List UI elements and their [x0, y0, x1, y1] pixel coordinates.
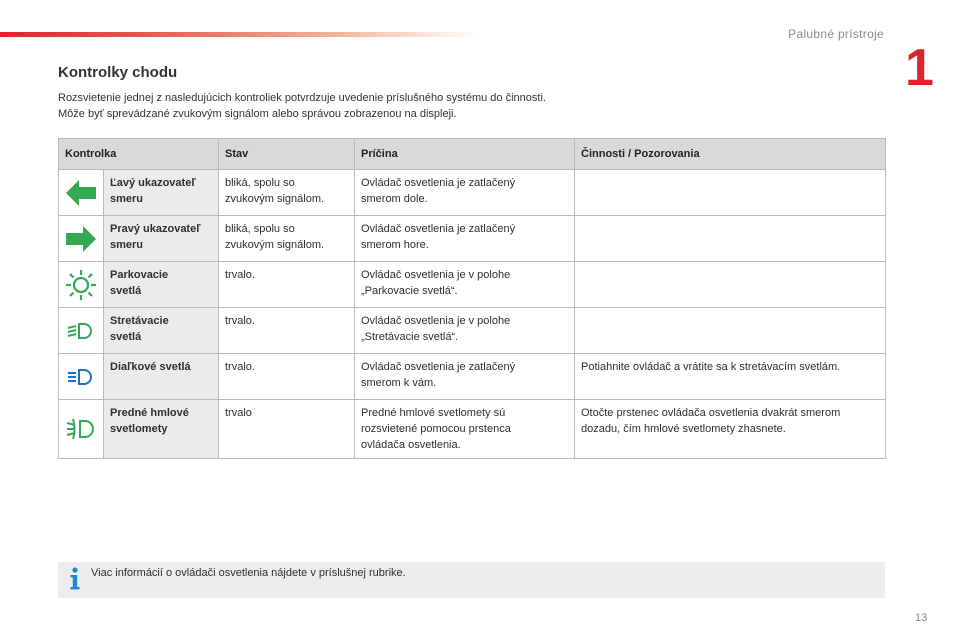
indicator-name-line: svetlá — [110, 285, 142, 297]
intro-line: Rozsvietenie jednej z nasledujúcich kontroliek potvrdzuje uvedenie príslušného systému do činnosti. — [58, 92, 546, 104]
parking-lights-icon — [65, 269, 97, 301]
cause-line: smerom dole. — [361, 193, 428, 205]
indicator-action — [575, 216, 886, 262]
status-line: trvalo. — [225, 315, 255, 327]
left-arrow-icon — [66, 180, 96, 206]
indicator-icon-cell — [59, 308, 104, 354]
cause-line: Ovládač osvetlenia je zatlačený — [361, 361, 516, 373]
status-line: trvalo. — [225, 361, 255, 373]
indicator-status — [219, 170, 355, 216]
indicator-name — [104, 216, 219, 262]
indicator-cause — [355, 354, 575, 400]
column-header-status: Stav — [219, 139, 355, 170]
indicator-action — [575, 354, 886, 400]
main-beam-icon — [67, 367, 95, 387]
action-line: Otočte prstenec ovládača osvetlenia dvakrát smerom — [581, 407, 841, 419]
table-row — [59, 308, 886, 354]
table-row — [59, 354, 886, 400]
cause-line: rozsvietené pomocou prstenca — [361, 423, 511, 435]
section-label: Palubné prístroje — [788, 27, 884, 41]
front-fog-lights-icon — [66, 417, 96, 441]
column-header-indicator: Kontrolka — [59, 139, 219, 170]
indicator-cause — [355, 308, 575, 354]
indicator-action — [575, 308, 886, 354]
info-icon — [68, 566, 82, 592]
indicator-name-line: Diaľkové svetlá — [110, 361, 191, 373]
indicator-status — [219, 354, 355, 400]
indicator-status — [219, 308, 355, 354]
cause-line: Ovládač osvetlenia je zatlačený — [361, 177, 516, 189]
indicator-name — [104, 354, 219, 400]
dipped-beam-icon — [67, 321, 95, 341]
action-line: dozadu, čím hmlové svetlomety zhasnete. — [581, 423, 786, 435]
cause-line: ovládača osvetlenia. — [361, 439, 461, 451]
table-row — [59, 400, 886, 459]
cause-line: „Stretávacie svetlá“. — [361, 331, 459, 343]
indicator-name-line: Predné hmlové — [110, 407, 189, 419]
cause-line: Ovládač osvetlenia je zatlačený — [361, 223, 516, 235]
indicator-icon-cell — [59, 216, 104, 262]
status-line: trvalo. — [225, 269, 255, 281]
cause-line: Predné hmlové svetlomety sú — [361, 407, 506, 419]
indicator-name — [104, 262, 219, 308]
table-row — [59, 262, 886, 308]
table-row — [59, 170, 886, 216]
indicator-status — [219, 262, 355, 308]
indicator-name-line: svetlá — [110, 331, 142, 343]
indicator-name — [104, 308, 219, 354]
status-line: bliká, spolu so — [225, 177, 295, 189]
cause-line: „Parkovacie svetlá“. — [361, 285, 458, 297]
indicator-name-line: Stretávacie — [110, 315, 169, 327]
warning-lights-table — [58, 138, 886, 459]
indicator-name-line: Pravý ukazovateľ — [110, 223, 201, 235]
right-arrow-icon — [66, 226, 96, 252]
indicator-cause — [355, 262, 575, 308]
indicator-icon-cell — [59, 262, 104, 308]
intro-line: Môže byť sprevádzané zvukovým signálom alebo správou zobrazenou na displeji. — [58, 108, 457, 120]
indicator-action — [575, 262, 886, 308]
chapter-number: 1 — [905, 39, 934, 97]
indicator-cause — [355, 170, 575, 216]
indicator-status — [219, 216, 355, 262]
indicator-name-line: Ľavý ukazovateľ — [110, 177, 196, 189]
indicator-action — [575, 400, 886, 459]
status-line: zvukovým signálom. — [225, 193, 325, 205]
indicator-name — [104, 400, 219, 459]
intro-text — [58, 90, 546, 122]
status-line: trvalo — [225, 407, 252, 419]
indicator-name-line: Parkovacie — [110, 269, 169, 281]
page-title: Kontrolky chodu — [58, 64, 178, 81]
info-note-box — [58, 562, 885, 598]
page-number: 13 — [915, 612, 928, 624]
indicator-action — [575, 170, 886, 216]
info-note-text: Viac informácií o ovládači osvetlenia nájdete v príslušnej rubrike. — [91, 567, 406, 579]
cause-line: Ovládač osvetlenia je v polohe — [361, 315, 511, 327]
indicator-cause — [355, 400, 575, 459]
indicator-name-line: smeru — [110, 193, 144, 205]
table-row — [59, 216, 886, 262]
indicator-status — [219, 400, 355, 459]
indicator-name — [104, 170, 219, 216]
status-line: bliká, spolu so — [225, 223, 295, 235]
top-accent-bar — [0, 32, 480, 37]
indicator-cause — [355, 216, 575, 262]
indicator-name-line: svetlomety — [110, 423, 168, 435]
action-line: Potiahnite ovládač a vrátite sa k stretávacím svetlám. — [581, 361, 841, 373]
indicator-icon-cell — [59, 170, 104, 216]
indicator-icon-cell — [59, 400, 104, 459]
cause-line: smerom hore. — [361, 239, 429, 251]
cause-line: smerom k vám. — [361, 377, 437, 389]
column-header-action: Činnosti / Pozorovania — [575, 139, 886, 170]
indicator-icon-cell — [59, 354, 104, 400]
indicator-name-line: smeru — [110, 239, 144, 251]
table-header-row — [59, 139, 886, 170]
status-line: zvukovým signálom. — [225, 239, 325, 251]
column-header-cause: Príčina — [355, 139, 575, 170]
cause-line: Ovládač osvetlenia je v polohe — [361, 269, 511, 281]
